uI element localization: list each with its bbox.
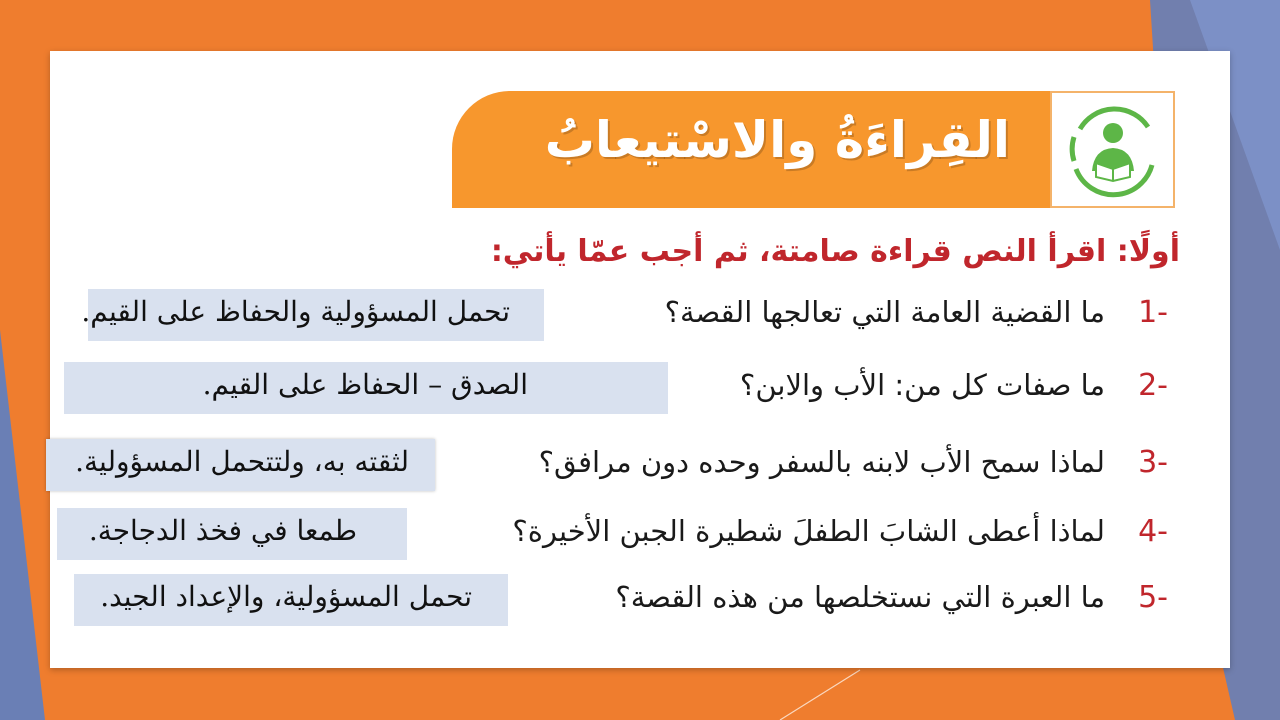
answer-text-4: طمعا في فخذ الدجاجة. bbox=[88, 514, 357, 547]
question-number-1: 1- bbox=[1138, 295, 1168, 330]
question-number-4: 4- bbox=[1138, 514, 1168, 549]
question-text-4: لماذا أعطى الشابَ الطفلَ شطيرة الجبن الأخيرة؟ bbox=[512, 514, 1105, 548]
answer-text-5: تحمل المسؤولية، والإعداد الجيد. bbox=[100, 580, 472, 613]
answer-box-3[interactable] bbox=[46, 439, 435, 491]
question-row-1 bbox=[50, 289, 1230, 341]
page-title: القِراءَةُ والاسْتيعابُ bbox=[544, 111, 1010, 169]
question-row-4 bbox=[50, 508, 1230, 560]
question-text-2: ما صفات كل من: الأب والابن؟ bbox=[739, 368, 1105, 402]
question-text-1: ما القضية العامة التي تعالجها القصة؟ bbox=[664, 295, 1105, 329]
question-text-5: ما العبرة التي نستخلصها من هذه القصة؟ bbox=[615, 580, 1105, 614]
answer-box-1[interactable] bbox=[81, 289, 544, 341]
instruction-text: أولًا: اقرأ النص قراءة صامتة، ثم أجب عمّا يأتي: bbox=[490, 234, 1180, 269]
question-number-5: 5- bbox=[1138, 580, 1168, 615]
answer-box-2[interactable] bbox=[64, 362, 668, 414]
question-number-2: 2- bbox=[1138, 368, 1168, 403]
answer-text-3: لثقته به، ولتتحمل المسؤولية. bbox=[75, 445, 409, 478]
question-row-3 bbox=[50, 439, 1230, 491]
answer-text-2: الصدق – الحفاظ على القيم. bbox=[202, 368, 528, 401]
section-logo bbox=[1050, 91, 1175, 208]
slide-content bbox=[50, 51, 1230, 668]
answer-box-5[interactable] bbox=[74, 574, 508, 626]
question-text-3: لماذا سمح الأب لابنه بالسفر وحده دون مرافق؟ bbox=[538, 445, 1105, 479]
title-banner bbox=[452, 91, 1050, 208]
question-row-5 bbox=[50, 574, 1230, 626]
answer-text-1: تحمل المسؤولية والحفاظ على القيم. bbox=[81, 295, 510, 328]
question-number-3: 3- bbox=[1138, 445, 1168, 480]
question-row-2 bbox=[50, 362, 1230, 414]
reading-person-icon bbox=[1052, 93, 1173, 206]
answer-box-4[interactable] bbox=[57, 508, 407, 560]
